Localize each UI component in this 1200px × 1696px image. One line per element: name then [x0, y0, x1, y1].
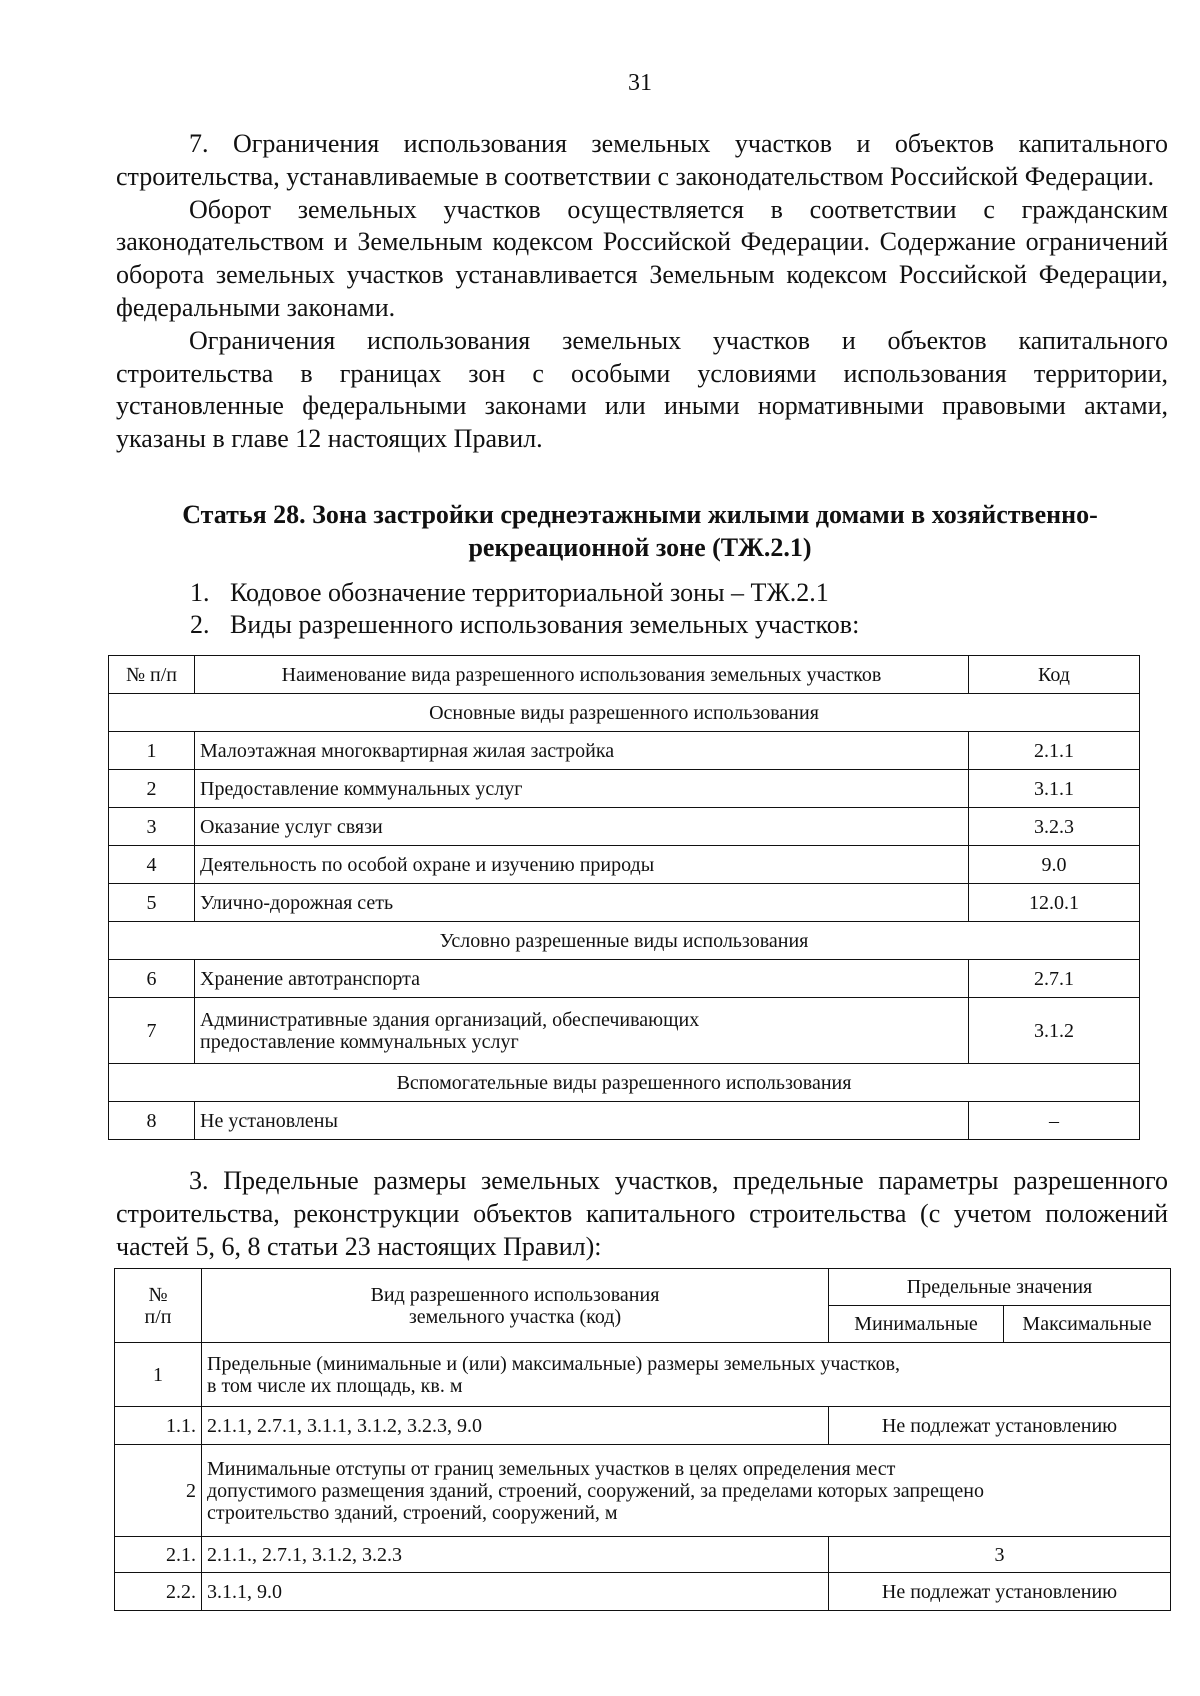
header-name: Наименование вида разрешенного использования земельных участков — [195, 656, 969, 694]
row-num: 1 — [109, 732, 195, 770]
paragraph-limits: 3. Предельные размеры земельных участков, предельные параметры разрешенного строительства, реконструкции объектов капитального строительства (с учетом положений частей 5, 6, 8 статьи 23 настоящих Правил): — [116, 1166, 1168, 1261]
table-row — [115, 1573, 1171, 1611]
row-num: 8 — [109, 1102, 195, 1140]
table-row — [109, 770, 1140, 808]
article-title-line: рекреационной зоне (ТЖ.2.1) — [468, 533, 812, 562]
table-header-row — [115, 1269, 1171, 1306]
row-num: 5 — [109, 884, 195, 922]
section-row — [109, 694, 1140, 732]
row-code: 3.2.3 — [969, 808, 1140, 846]
row-code: 2.1.1 — [969, 732, 1140, 770]
section-row — [109, 1064, 1140, 1102]
row-num: 2.1. — [115, 1537, 202, 1573]
row-num: 4 — [109, 846, 195, 884]
row-description-line: Предельные (минимальные и (или) максимальные) размеры земельных участков, — [207, 1352, 901, 1375]
row-num: 2 — [115, 1445, 202, 1537]
table-row — [109, 960, 1140, 998]
article-title — [130, 498, 1150, 564]
row-num: 1.1. — [115, 1407, 202, 1445]
row-num: 2.2. — [115, 1573, 202, 1611]
table-row — [109, 998, 1140, 1064]
table-row — [109, 808, 1140, 846]
list-number: 2. — [190, 610, 210, 639]
row-codes: 2.1.1., 2.7.1, 3.1.2, 3.2.3 — [202, 1537, 829, 1573]
row-description-line: допустимого размещения зданий, строений, сооружений, за пределами которых запрещено — [207, 1479, 984, 1502]
section-row — [109, 922, 1140, 960]
row-code: 9.0 — [969, 846, 1140, 884]
header-limits: Предельные значения — [829, 1269, 1171, 1306]
list-item-permitted-uses — [190, 610, 859, 640]
header-type-line: Вид разрешенного использования — [370, 1283, 660, 1306]
list-number: 1. — [190, 578, 210, 607]
page-number: 31 — [628, 70, 652, 96]
header-num-line: № — [148, 1283, 168, 1306]
row-description — [202, 1445, 1171, 1537]
header-min: Минимальные — [829, 1306, 1004, 1343]
limits-table — [114, 1268, 1171, 1611]
table-row — [115, 1343, 1171, 1407]
row-description-line: строительство зданий, строений, сооружений, м — [207, 1501, 618, 1524]
row-num: 2 — [109, 770, 195, 808]
table-row — [115, 1445, 1171, 1537]
paragraph-turnover: Оборот земельных участков осуществляется в соответствии с гражданским законодательством и Земельным кодексом Российской Федерации. Содержание ограничений оборота земельных участков устанавливается Земельным кодексом Российской Федерации, федеральными законами. — [116, 194, 1168, 322]
row-description-line: Минимальные отступы от границ земельных участков в целях определения мест — [207, 1457, 896, 1480]
row-num: 1 — [115, 1343, 202, 1407]
header-num-line: п/п — [144, 1305, 172, 1328]
row-name: Оказание услуг связи — [195, 808, 969, 846]
row-num: 6 — [109, 960, 195, 998]
table-row — [109, 884, 1140, 922]
row-code: 12.0.1 — [969, 884, 1140, 922]
table-row — [115, 1407, 1171, 1445]
table-row — [109, 732, 1140, 770]
section-title: Условно разрешенные виды использования — [109, 922, 1140, 960]
row-code: 3.1.1 — [969, 770, 1140, 808]
header-num: № п/п — [109, 656, 195, 694]
row-num: 7 — [109, 998, 195, 1064]
row-description-line: в том числе их площадь, кв. м — [207, 1374, 463, 1397]
section-title: Основные виды разрешенного использования — [109, 694, 1140, 732]
header-num — [115, 1269, 202, 1343]
intro-text — [116, 128, 1168, 456]
row-name: Хранение автотранспорта — [195, 960, 969, 998]
header-type — [202, 1269, 829, 1343]
row-code: 3.1.2 — [969, 998, 1140, 1064]
section-title: Вспомогательные виды разрешенного использования — [109, 1064, 1140, 1102]
row-description — [202, 1343, 1171, 1407]
permitted-uses-table — [108, 655, 1140, 1140]
row-code: – — [969, 1102, 1140, 1140]
row-name — [195, 998, 969, 1064]
row-name: Малоэтажная многоквартирная жилая застройка — [195, 732, 969, 770]
row-num: 3 — [109, 808, 195, 846]
table-header-row — [109, 656, 1140, 694]
header-type-line: земельного участка (код) — [408, 1305, 622, 1328]
header-code: Код — [969, 656, 1140, 694]
row-name: Деятельность по особой охране и изучению природы — [195, 846, 969, 884]
paragraph-special-zones: Ограничения использования земельных участков и объектов капитального строительства в границах зон с особыми условиями использования территории, установленные федеральными законами или иными нормативными правовыми актами, указаны в главе 12 настоящих Правил. — [116, 325, 1168, 454]
row-name: Улично-дорожная сеть — [195, 884, 969, 922]
row-name-line: предоставление коммунальных услуг — [200, 1030, 519, 1053]
row-value: Не подлежат установлению — [829, 1407, 1171, 1445]
header-max: Максимальные — [1004, 1306, 1171, 1343]
row-value: Не подлежат установлению — [829, 1573, 1171, 1611]
list-text: Виды разрешенного использования земельных участков: — [230, 610, 860, 639]
list-text: Кодовое обозначение территориальной зоны – ТЖ.2.1 — [230, 578, 829, 607]
row-codes: 3.1.1, 9.0 — [202, 1573, 829, 1611]
row-codes: 2.1.1, 2.7.1, 3.1.1, 3.1.2, 3.2.3, 9.0 — [202, 1407, 829, 1445]
table-row — [115, 1537, 1171, 1573]
row-code: 2.7.1 — [969, 960, 1140, 998]
row-value: 3 — [829, 1537, 1171, 1573]
row-name: Предоставление коммунальных услуг — [195, 770, 969, 808]
row-name-line: Административные здания организаций, обеспечивающих — [200, 1008, 700, 1031]
paragraph-restrictions: 7. Ограничения использования земельных участков и объектов капитального строительства, устанавливаемые в соответствии с законодательством Российской Федерации. — [116, 129, 1168, 191]
list-item-zone-code — [190, 578, 829, 608]
table-row — [109, 846, 1140, 884]
table-row — [109, 1102, 1140, 1140]
article-title-line: Статья 28. Зона застройки среднеэтажными жилыми домами в хозяйственно- — [182, 500, 1098, 529]
row-name: Не установлены — [195, 1102, 969, 1140]
